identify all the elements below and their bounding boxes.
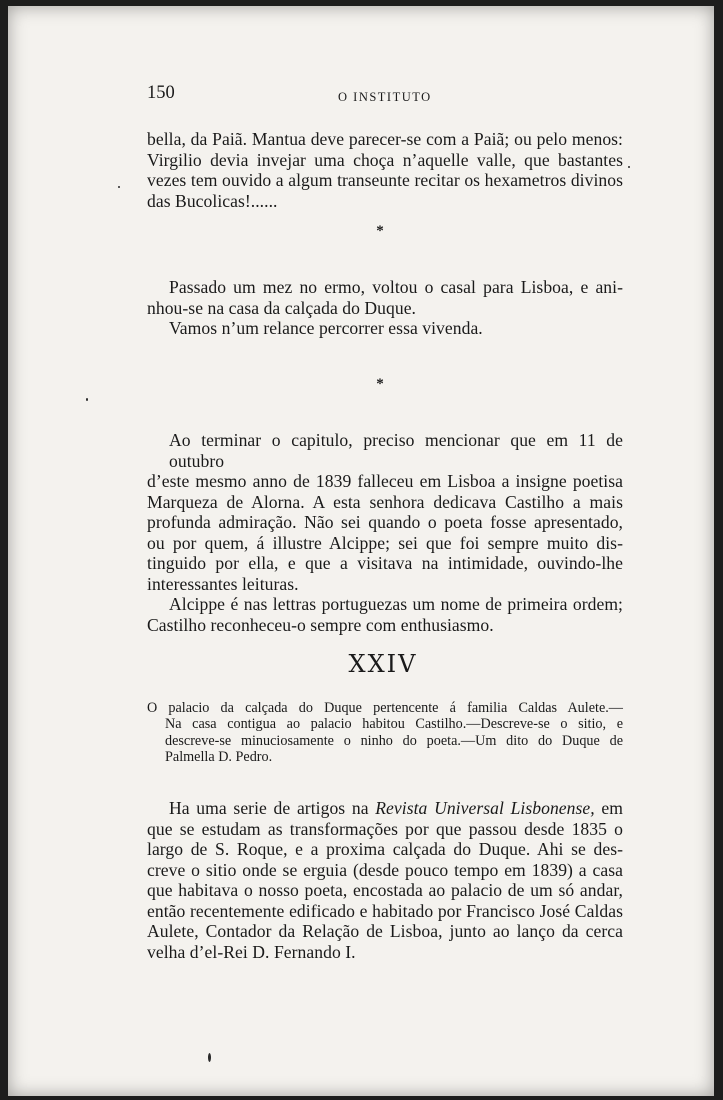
text-line: bella, da Paiã. Mantua deve parecer-se com a Paiã; ou pelo menos:	[147, 129, 623, 149]
summary-line: descreve-se minuciosamente o ninho do poeta.—Um dito do Duque de	[165, 732, 623, 749]
text-line: que habitava o nosso poeta, encostada ao palacio de um só andar,	[147, 880, 623, 900]
text-line: d’este mesmo anno de 1839 falleceu em Lisboa a insigne poetisa	[147, 471, 623, 491]
section-separator: *	[376, 376, 384, 392]
text-line: Passado um mez no ermo, voltou o casal para Lisboa, e ani-	[169, 277, 623, 297]
text-line: Ha uma serie de artigos na Revista Universal Lisbonense, em	[169, 798, 623, 818]
page-number: 150	[147, 83, 175, 103]
text-line: tinguido por ella, e que a visitava na intimidade, ouvindo-lhe	[147, 553, 623, 573]
scan-speck	[118, 186, 120, 188]
text-line: das Bucolicas!......	[147, 190, 278, 211]
text-line: Alcippe é nas lettras portuguezas um nome de primeira ordem;	[169, 594, 623, 614]
text-line: ou por quem, á illustre Alcippe; sei que foi sempre muito dis-	[147, 532, 623, 553]
text-line: nhou-se na casa da calçada do Duque.	[147, 297, 417, 318]
text-line: largo de S. Roque, e a proxima calçada do Duque. Ahi se des-	[147, 839, 623, 859]
scan-speck	[208, 1053, 211, 1062]
section-separator: *	[376, 223, 384, 239]
text-line: creve o sitio onde se erguia (desde pouco tempo em 1839) a casa	[147, 859, 623, 880]
chapter-summary	[147, 700, 623, 766]
text-line: profunda admiração. Não sei quando o poeta fosse apresentado,	[147, 512, 623, 532]
paragraph-marqueza-alorna	[147, 430, 623, 635]
scan-speck	[628, 166, 630, 168]
text-line: Vamos n’um relance percorrer essa vivenda.	[169, 318, 483, 338]
text-line: vezes tem ouvido a algum transeunte recitar os hexametros divinos	[147, 170, 623, 190]
text-line: Marqueza de Alorna. A esta senhora dedicava Castilho a mais	[147, 491, 623, 512]
periodical-title: Revista Universal Lisbonense,	[375, 798, 595, 818]
text-line: Castilho reconheceu-o sempre com enthusiasmo.	[147, 614, 494, 635]
chapter-heading: XXIV	[348, 650, 418, 678]
summary-line: O palacio da calçada do Duque pertencente á familia Caldas Aulete.—	[147, 700, 623, 716]
scan-speck	[86, 398, 88, 401]
text-line: Aulete, Contador da Relação de Lisboa, junto ao lanço da cerca	[147, 921, 623, 941]
paragraph-revista-universal	[147, 798, 623, 962]
paragraph-continuation	[147, 129, 623, 211]
text-line: velha d’el-Rei D. Fernando I.	[147, 941, 356, 962]
text-line: Ao terminar o capitulo, preciso mencionar que em 11 de outubro	[169, 430, 623, 471]
summary-line: Palmella D. Pedro.	[165, 749, 273, 766]
book-page	[8, 6, 714, 1096]
text-line: então recentemente edificado e habitado por Francisco José Caldas	[147, 900, 623, 921]
summary-line: Na casa contigua ao palacio habitou Castilho.—Descreve-se o sitio, e	[165, 716, 623, 733]
text-line: que se estudam as transformações por que passou desde 1835 o	[147, 818, 623, 839]
text-line: Virgilio devia invejar uma choça n’aquelle valle, que bastantes	[147, 149, 623, 170]
running-head: O INSTITUTO	[338, 90, 432, 104]
paragraph-return-lisbon	[147, 277, 623, 339]
text-line: interessantes leituras.	[147, 573, 299, 594]
